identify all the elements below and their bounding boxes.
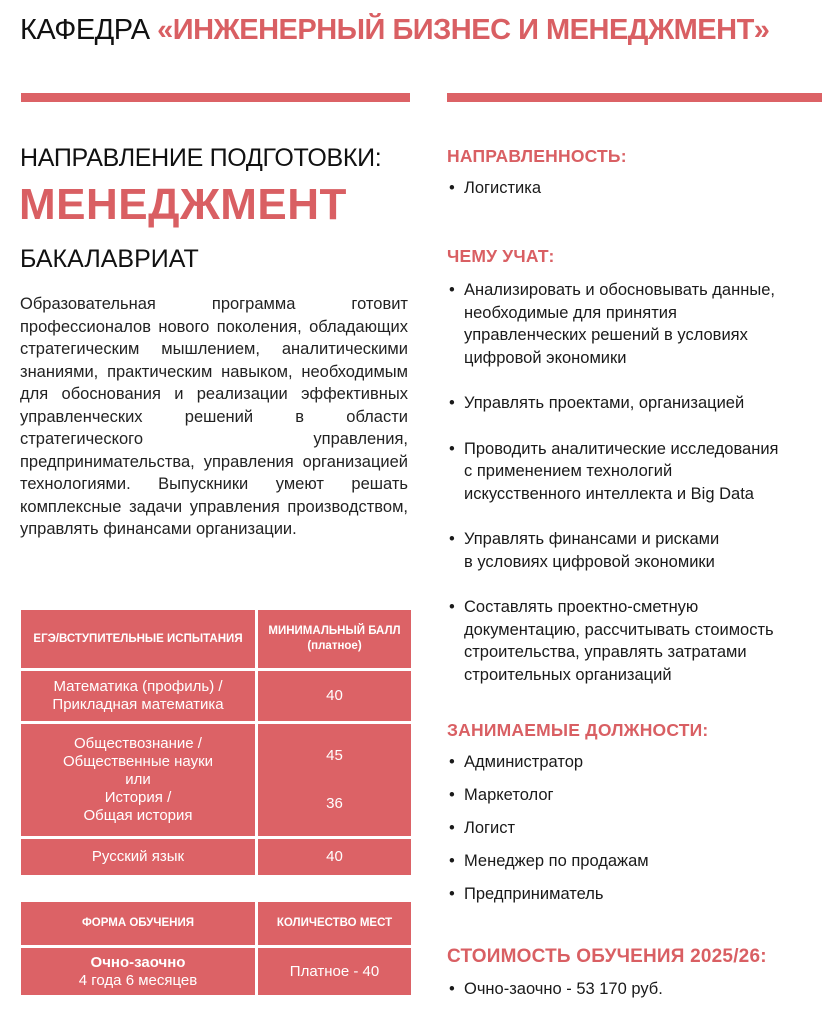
page-header bbox=[20, 14, 830, 47]
bullet-icon: • bbox=[449, 281, 455, 299]
bullet-icon: • bbox=[449, 980, 455, 998]
skills-list bbox=[447, 279, 778, 686]
focus-title: НАПРАВЛЕННОСТЬ: bbox=[447, 146, 627, 166]
table-row bbox=[21, 948, 411, 995]
bullet-icon: • bbox=[449, 819, 455, 837]
list-item-text: в условиях цифровой экономики bbox=[464, 552, 715, 571]
list-item-text: строительства, управлять затратами bbox=[464, 643, 747, 661]
list-item bbox=[447, 883, 708, 906]
list-item-text: управленческих решений в условиях bbox=[464, 326, 748, 344]
score-value: 45 bbox=[326, 747, 343, 764]
list-item-text: строительных организаций bbox=[464, 665, 672, 684]
exam-score: 40 bbox=[258, 839, 411, 875]
exams-header-score bbox=[258, 610, 411, 668]
study-places: Платное - 40 bbox=[258, 948, 411, 995]
bullet-icon: • bbox=[449, 598, 455, 616]
list-item bbox=[447, 279, 778, 369]
list-item bbox=[447, 596, 778, 686]
study-header-form: ФОРМА ОБУЧЕНИЯ bbox=[21, 902, 255, 945]
study-header-places: КОЛИЧЕСТВО МЕСТ bbox=[258, 902, 411, 945]
bullet-icon: • bbox=[449, 530, 455, 548]
bullet-icon: • bbox=[449, 179, 455, 197]
cost-title: СТОИМОСТЬ ОБУЧЕНИЯ 2025/26: bbox=[447, 946, 767, 967]
divider-left bbox=[21, 93, 410, 102]
list-item-text: документацию, рассчитывать стоимость bbox=[464, 620, 774, 639]
study-form-table bbox=[18, 899, 414, 998]
program-description: Образовательная программа готовит профессионалов нового поколения, обладающих стратегическим мышлением, аналитическими знаниями, практическим навыком, необходимым для обоснования и реализации эффективных управленческих решений в области стратегического управления, предпринимательства, управления организацией технологиями. Выпускники умеют решать комплексные задачи управления производством, управлять финансами организации. bbox=[20, 295, 408, 538]
direction-label: НАПРАВЛЕНИЕ ПОДГОТОВКИ: bbox=[20, 144, 382, 172]
cost-section bbox=[447, 946, 767, 1001]
list-item-text: Проводить аналитические исследования bbox=[464, 439, 779, 458]
exams-table bbox=[18, 607, 414, 878]
study-duration: 4 года 6 месяцев bbox=[78, 971, 198, 989]
list-item-text: искусственного интеллекта и Big Data bbox=[464, 484, 754, 503]
list-item-text: цифровой экономики bbox=[464, 348, 627, 367]
exam-score bbox=[258, 724, 411, 836]
score-value: 36 bbox=[326, 795, 343, 812]
direction-title: МЕНЕДЖМЕНТ bbox=[19, 180, 347, 229]
list-item bbox=[447, 438, 778, 506]
study-form-name: Очно-заочно bbox=[90, 953, 186, 971]
table-row bbox=[21, 671, 411, 721]
department-name: «ИНЖЕНЕРНЫЙ БИЗНЕС И МЕНЕДЖМЕНТ» bbox=[157, 14, 770, 46]
bullet-icon: • bbox=[449, 439, 455, 458]
list-item bbox=[447, 978, 767, 1001]
list-item-text: Управлять финансами и рисками bbox=[464, 530, 720, 548]
positions-title: ЗАНИМАЕМЫЕ ДОЛЖНОСТИ: bbox=[447, 720, 709, 740]
exam-subject bbox=[21, 724, 255, 836]
exams-header-score-note: (платное) bbox=[307, 640, 362, 652]
degree-level: БАКАЛАВРИАТ bbox=[20, 245, 199, 273]
table-header-row bbox=[21, 610, 411, 668]
divider-right bbox=[447, 93, 822, 102]
positions-section bbox=[447, 720, 708, 906]
skills-title: ЧЕМУ УЧАТ: bbox=[447, 246, 555, 266]
bullet-icon: • bbox=[449, 852, 455, 870]
focus-list bbox=[447, 177, 627, 200]
subject-line: Прикладная математика bbox=[52, 696, 224, 713]
study-form bbox=[21, 948, 255, 995]
list-item bbox=[447, 528, 778, 573]
list-item-text: Очно-заочно - 53 170 руб. bbox=[464, 980, 663, 998]
list-item-text: Анализировать и обосновывать данные, bbox=[464, 281, 775, 299]
list-item bbox=[447, 751, 708, 774]
subject-line: Математика (профиль) / bbox=[53, 678, 223, 695]
list-item-text: необходимые для принятия bbox=[464, 303, 677, 322]
bullet-icon: • bbox=[449, 753, 455, 771]
department-label: КАФЕДРА bbox=[20, 14, 150, 46]
list-item bbox=[447, 817, 708, 840]
subject-line: или bbox=[125, 771, 151, 788]
table-header-row bbox=[21, 902, 411, 945]
list-item bbox=[447, 392, 778, 415]
list-item bbox=[447, 850, 708, 873]
exam-subject: Русский язык bbox=[21, 839, 255, 875]
skills-section bbox=[447, 246, 778, 686]
list-item bbox=[447, 177, 627, 200]
table-row bbox=[21, 839, 411, 875]
list-item-text: Маркетолог bbox=[464, 786, 554, 804]
subject-line: Общая история bbox=[83, 807, 193, 824]
list-item-text: с применением технологий bbox=[464, 462, 673, 480]
list-item-text: Логист bbox=[464, 819, 516, 837]
list-item-text: Менеджер по продажам bbox=[464, 852, 649, 870]
bullet-icon: • bbox=[449, 786, 455, 804]
subject-line: Обществознание / bbox=[74, 735, 202, 752]
list-item-text: Логистика bbox=[464, 179, 542, 197]
positions-list bbox=[447, 751, 708, 906]
cost-list bbox=[447, 978, 767, 1001]
bullet-icon: • bbox=[449, 394, 455, 412]
subject-line: История / bbox=[104, 789, 172, 806]
subject-line: Общественные науки bbox=[62, 753, 214, 770]
list-item bbox=[447, 784, 708, 807]
list-item-text: Составлять проектно-сметную bbox=[464, 598, 699, 616]
exam-score: 40 bbox=[258, 671, 411, 721]
exam-subject bbox=[21, 671, 255, 721]
table-row bbox=[21, 724, 411, 836]
exams-header-subject: ЕГЭ/ВСТУПИТЕЛЬНЫЕ ИСПЫТАНИЯ bbox=[21, 610, 255, 668]
exams-header-score-title: МИНИМАЛЬНЫЙ БАЛЛ bbox=[268, 625, 401, 637]
list-item-text: Предприниматель bbox=[464, 885, 604, 903]
list-item-text: Управлять проектами, организацией bbox=[464, 394, 745, 412]
bullet-icon: • bbox=[449, 885, 455, 903]
list-item-text: Администратор bbox=[464, 753, 584, 771]
focus-section bbox=[447, 146, 627, 200]
